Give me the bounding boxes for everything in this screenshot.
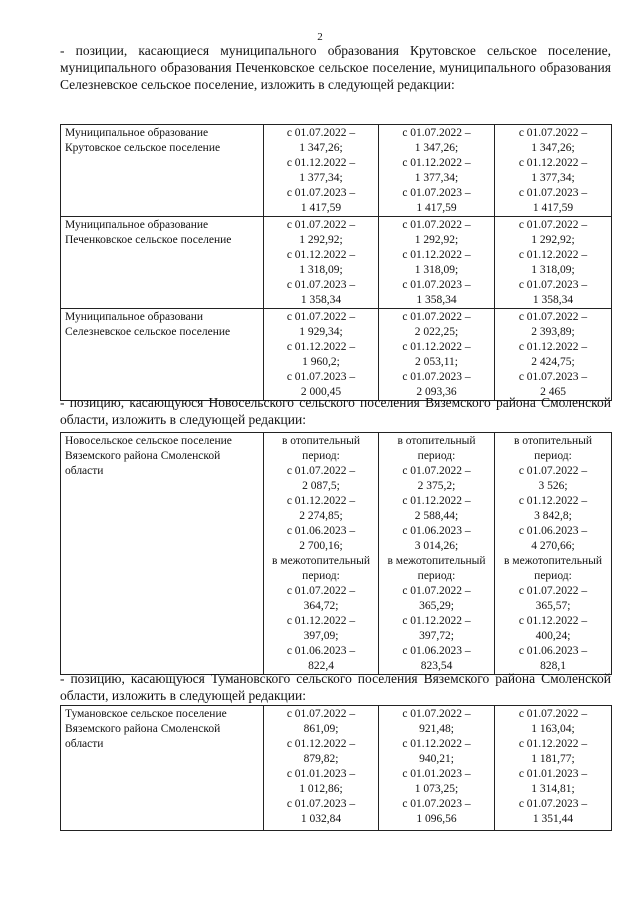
tariff-line: 822,4 [308,660,334,672]
tariff-line: 2 588,44; [414,510,459,522]
tariff-line: 1 318,09; [414,264,459,276]
tariff-line: с 01.12.2022 – [402,495,471,507]
tariff-line: с 01.12.2022 – [286,615,356,627]
tariff-cell [264,309,379,401]
tariff-line: в межотопительный [271,555,371,567]
tariff-cell [379,433,495,675]
tariff-line: с 01.07.2023 – [286,187,356,199]
municipality-name-cell: Муниципальное образование Крутовское сельское поселение [61,125,264,217]
page-number: 2 [317,31,323,43]
tariff-line: 921,48; [419,723,454,735]
tariff-line: 365,57; [535,600,571,612]
tariff-line: 940,21; [419,753,454,765]
tariff-line: с 01.07.2022 – [518,127,588,139]
tariff-line: с 01.12.2022 – [518,249,588,261]
tariff-line: 1 073,25; [414,783,459,795]
tariff-line: с 01.07.2022 – [518,465,588,477]
tariff-line: с 01.12.2022 – [402,738,471,750]
tariff-line: с 01.07.2023 – [402,371,471,383]
tariff-line: с 01.12.2022 – [286,341,356,353]
tariff-cell [379,706,495,831]
tariff-line: 1 292,92; [531,234,575,246]
tariff-line: с 01.06.2023 – [518,645,588,657]
table-row [61,217,612,309]
tariff-cell [264,706,379,831]
tariff-line: 4 270,66; [531,540,575,552]
tariff-line: 2 465 [540,386,566,398]
tariff-line: 1 096,56 [416,813,457,825]
tariff-cell [264,433,379,675]
municipality-name-cell: Муниципальное образование Печенковское сельское поселение [61,217,264,309]
tariff-line: 3 526; [538,480,568,492]
tariff-line: 1 318,09; [299,264,343,276]
tariff-line: 365,29; [419,600,454,612]
tariff-line: с 01.12.2022 – [518,341,588,353]
tariff-line: с 01.06.2023 – [286,525,356,537]
tariff-line: с 01.07.2022 – [518,311,588,323]
tariff-line: с 01.01.2023 – [518,768,588,780]
tariff-line: с 01.12.2022 – [402,157,471,169]
tariff-line: 1 377,34; [531,172,575,184]
tariff-line: 1 347,26; [531,142,575,154]
table-row [61,706,612,831]
tariff-line: 1 181,77; [531,753,575,765]
tariff-line: 2 093,36 [416,386,457,398]
tariff-line: период: [302,450,340,462]
tariff-line: 1 929,34; [299,326,343,338]
tariff-line: с 01.07.2023 – [402,187,471,199]
tariff-line: период: [534,570,572,582]
tariff-line: с 01.07.2023 – [518,187,588,199]
tariff-cell [264,125,379,217]
tariff-line: 1 960,2; [302,356,340,368]
tariff-line: с 01.07.2022 – [518,708,588,720]
tariff-line: с 01.12.2022 – [402,249,471,261]
tariff-cell [495,125,612,217]
tariff-line: с 01.07.2023 – [286,371,356,383]
municipality-name-cell: Новосельское сельское поселение Вяземского района Смоленской области [61,433,264,675]
tariff-line: с 01.07.2023 – [518,798,588,810]
tariff-line: с 01.07.2023 – [518,371,588,383]
tariff-line: с 01.01.2023 – [286,768,356,780]
tariff-line: с 01.06.2023 – [402,645,471,657]
table-row [61,433,612,675]
tariff-line: 1 358,34 [300,294,342,306]
section1-intro: - позиции, касающиеся муниципального образования Крутовское сельское поселение, муниципального образования Печенковское сельское поселение, муниципального образования Селезневское сельское поселение, изложить в следующей редакции: [60,43,611,92]
tariff-line: 2 393,89; [531,326,575,338]
tariff-line: период: [302,570,340,582]
tariff-line: 1 417,59 [300,202,342,214]
tariff-line: с 01.06.2023 – [286,645,356,657]
tariff-line: 1 417,59 [416,202,457,214]
tariff-line: 397,72; [419,630,454,642]
tariff-line: 1 318,09; [531,264,575,276]
tariff-line: 861,09; [303,723,339,735]
table-row [61,309,612,401]
tariff-line: с 01.07.2022 – [402,585,471,597]
tariff-line: с 01.01.2023 – [402,768,471,780]
tariff-line: с 01.06.2023 – [402,525,471,537]
tariff-line: 3 842,8; [534,510,572,522]
tariff-line: 1 358,34 [416,294,457,306]
tariff-line: с 01.07.2023 – [286,798,356,810]
tariff-line: с 01.07.2022 – [286,127,356,139]
tariff-line: 1 292,92; [299,234,343,246]
tariff-line: 2 087,5; [302,480,340,492]
tariff-line: с 01.07.2022 – [402,465,471,477]
tariff-line: 2 700,16; [299,540,343,552]
tariff-line: с 01.07.2022 – [402,127,471,139]
tariff-cell [495,433,612,675]
tariff-line: 1 292,92; [414,234,459,246]
tariff-line: с 01.12.2022 – [518,157,588,169]
municipality-name-cell: Тумановское сельское поселение Вяземского района Смоленской области [61,706,264,831]
tariff-cell [379,309,495,401]
section3-table [60,705,612,831]
tariff-line: 1 377,34; [299,172,343,184]
section2-intro: - позицию, касающуюся Новосельского сельского поселения Вяземского района Смоленской области, изложить в следующей редакции: [60,395,611,427]
tariff-cell [495,309,612,401]
tariff-line: 823,54 [420,660,453,672]
municipality-name-cell: Муниципальное образовани Селезневское сельское поселение [61,309,264,401]
tariff-line: 2 053,11; [414,356,459,368]
tariff-line: с 01.07.2023 – [286,279,356,291]
tariff-line: с 01.07.2022 – [402,311,471,323]
tariff-line: 879,82; [303,753,339,765]
tariff-line: с 01.07.2022 – [402,219,471,231]
tariff-line: с 01.07.2022 – [286,311,356,323]
tariff-cell [495,706,612,831]
table-row [61,125,612,217]
tariff-line: с 01.07.2022 – [402,708,471,720]
tariff-line: с 01.07.2022 – [286,219,356,231]
tariff-line: с 01.12.2022 – [402,341,471,353]
tariff-line: 1 358,34 [532,294,574,306]
tariff-line: 2 022,25; [414,326,459,338]
tariff-line: с 01.07.2023 – [402,798,471,810]
section2-table [60,432,612,675]
tariff-line: с 01.12.2022 – [402,615,471,627]
tariff-line: 1 351,44 [532,813,574,825]
tariff-line: 397,09; [303,630,339,642]
tariff-cell [264,217,379,309]
tariff-line: с 01.12.2022 – [518,615,588,627]
tariff-line: с 01.07.2022 – [286,465,356,477]
tariff-line: 1 163,04; [531,723,575,735]
tariff-cell [495,217,612,309]
tariff-line: период: [534,450,572,462]
tariff-line: в отопительный [282,435,360,447]
tariff-line: в межотопительный [387,555,486,567]
tariff-line: 2 424,75; [531,356,575,368]
tariff-line: с 01.07.2022 – [518,219,588,231]
tariff-line: период: [417,450,456,462]
tariff-line: 1 417,59 [532,202,574,214]
tariff-line: с 01.07.2023 – [518,279,588,291]
tariff-line: 1 032,84 [300,813,342,825]
tariff-cell [379,217,495,309]
tariff-line: 2 000,45 [300,386,342,398]
tariff-line: с 01.12.2022 – [286,249,356,261]
tariff-line: 828,1 [540,660,566,672]
tariff-line: с 01.12.2022 – [286,738,356,750]
tariff-line: с 01.07.2022 – [518,585,588,597]
tariff-line: 400,24; [535,630,571,642]
tariff-line: 1 012,86; [299,783,343,795]
section3-intro: - позицию, касающуюся Тумановского сельского поселения Вяземского района Смоленской области, изложить в следующей редакции: [60,671,611,703]
tariff-line: 2 274,85; [299,510,343,522]
tariff-line: с 01.07.2022 – [286,585,356,597]
tariff-line: с 01.12.2022 – [286,157,356,169]
tariff-line: с 01.07.2022 – [286,708,356,720]
tariff-line: в межотопительный [503,555,603,567]
tariff-line: 364,72; [303,600,339,612]
tariff-line: 2 375,2; [417,480,456,492]
tariff-line: 1 347,26; [414,142,459,154]
tariff-line: 1 314,81; [531,783,575,795]
tariff-line: в отопительный [514,435,592,447]
tariff-line: с 01.12.2022 – [518,738,588,750]
tariff-line: с 01.06.2023 – [518,525,588,537]
tariff-line: с 01.12.2022 – [518,495,588,507]
tariff-line: с 01.12.2022 – [286,495,356,507]
tariff-line: 3 014,26; [414,540,459,552]
tariff-line: 1 377,34; [414,172,459,184]
tariff-line: 1 347,26; [299,142,343,154]
section1-table [60,124,612,401]
tariff-line: в отопительный [397,435,476,447]
tariff-line: период: [417,570,456,582]
tariff-cell [379,125,495,217]
tariff-line: с 01.07.2023 – [402,279,471,291]
